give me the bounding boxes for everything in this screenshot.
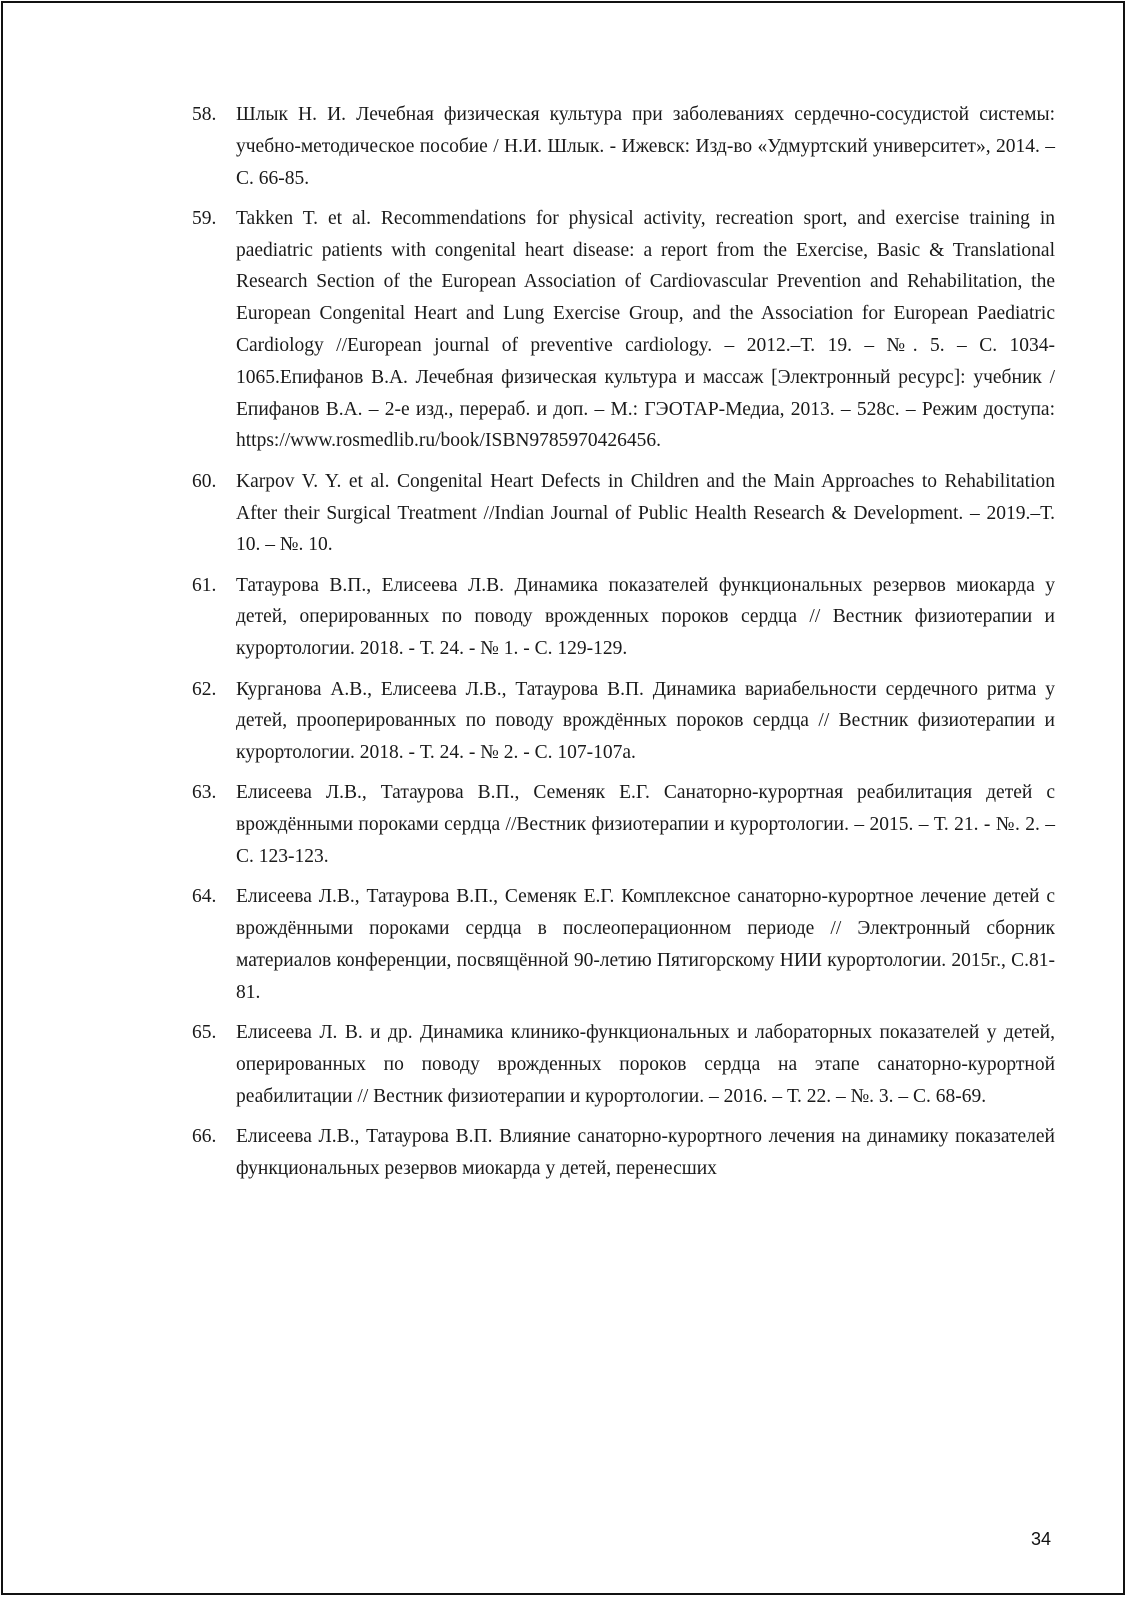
- reference-item-64: [189, 881, 1055, 1008]
- reference-text: Елисеева Л.В., Татаурова В.П. Влияние санаторно-курортного лечения на динамику показателей функциональных резервов миокарда у детей, перенесших: [236, 1125, 1055, 1179]
- page-number: 34: [1031, 1529, 1052, 1549]
- reference-text: Курганова А.В., Елисеева Л.В., Татаурова В.П. Динамика вариабельности сердечного ритма у детей, прооперированных по поводу врождённых пороков сердца // Вестник физиотерапии и курортологии. 2018. - Т. 24. - № 2. - С. 107-107а.: [236, 678, 1055, 764]
- reference-number: 64.: [192, 886, 217, 908]
- reference-text: Karpov V. Y. et al. Congenital Heart Defects in Children and the Main Approaches to Rehabilitation After their Surgical Treatment //Indian Journal of Public Health Research & Development. – 2019.–Т. 10. – №. 10.: [236, 470, 1055, 556]
- reference-item-60: [189, 466, 1055, 561]
- reference-item-61: [189, 570, 1055, 665]
- reference-number: 61.: [192, 574, 217, 596]
- reference-number: 58.: [192, 104, 217, 125]
- reference-number: 66.: [192, 1125, 217, 1147]
- reference-number: 62.: [192, 678, 217, 700]
- reference-item-62: [189, 674, 1055, 769]
- reference-item-59: [189, 203, 1055, 457]
- reference-text: Елисеева Л. В. и др. Динамика клинико-функциональных и лабораторных показателей у детей, оперированных по поводу врожденных пороков сердца на этапе санаторно-курортной реабилитации // Вестник физиотерапии и курортологии. – 2016. – Т. 22. – №. 3. – С. 68-69.: [236, 1022, 1055, 1107]
- reference-text: Елисеева Л.В., Татаурова В.П., Семеняк Е.Г. Санаторно-курортная реабилитация детей с врождёнными пороками сердца //Вестник физиотерапии и курортологии. – 2015. – Т. 21. - №. 2. – С. 123-123.: [236, 782, 1055, 868]
- reference-item-66: [189, 1121, 1055, 1185]
- reference-item-65: [189, 1017, 1055, 1112]
- reference-number: 59.: [192, 207, 217, 229]
- reference-number: 60.: [192, 470, 217, 492]
- reference-number: 65.: [192, 1022, 217, 1044]
- reference-number: 63.: [192, 782, 217, 804]
- reference-item-63: [189, 777, 1055, 872]
- reference-text: Татаурова В.П., Елисеева Л.В. Динамика показателей функциональных резервов миокарда у детей, оперированных по поводу врожденных пороков сердца // Вестник физиотерапии и курортологии. 2018. - Т. 24. - № 1. - С. 129-129.: [236, 574, 1055, 660]
- document-page: [1, 1, 1125, 1595]
- reference-text: Takken T. et al. Recommendations for physical activity, recreation sport, and exercise training in paediatric patients with congenital heart disease: a report from the Exercise, Basic & Translational Research Section of the European Association of Cardiovascular Prevention and Rehabilitation, the European Congenital Heart and Lung Exercise Group, and the Association for European Paediatric Cardiology //European journal of preventive cardiology. – 2012.–Т. 19. – №. 5. – С. 1034-1065.Епифанов В.А. Лечебная физическая культура и массаж [Электронный ресурс]: учебник / Епифанов В.А. – 2-е изд., перераб. и доп. – М.: ГЭОТАР-Медиа, 2013. – 528с. – Режим доступа: https://www.rosmedlib.ru/book/ISBN9785970426456.: [236, 207, 1055, 452]
- reference-text: Елисеева Л.В., Татаурова В.П., Семеняк Е.Г. Комплексное санаторно-курортное лечение детей с врождёнными пороками сердца в послеоперационном периоде // Электронный сборник материалов конференции, посвящённой 90-летию Пятигорскому НИИ курортологии. 2015г., С.81-81.: [236, 886, 1055, 1003]
- reference-item-58: [189, 99, 1055, 194]
- reference-text: Шлык Н. И. Лечебная физическая культура при заболеваниях сердечно-сосудистой системы: учебно-методическое пособие / Н.И. Шлык. - Ижевск: Изд-во «Удмуртский университет», 2014. – С. 66-85.: [236, 104, 1055, 189]
- reference-list: [189, 99, 1055, 1193]
